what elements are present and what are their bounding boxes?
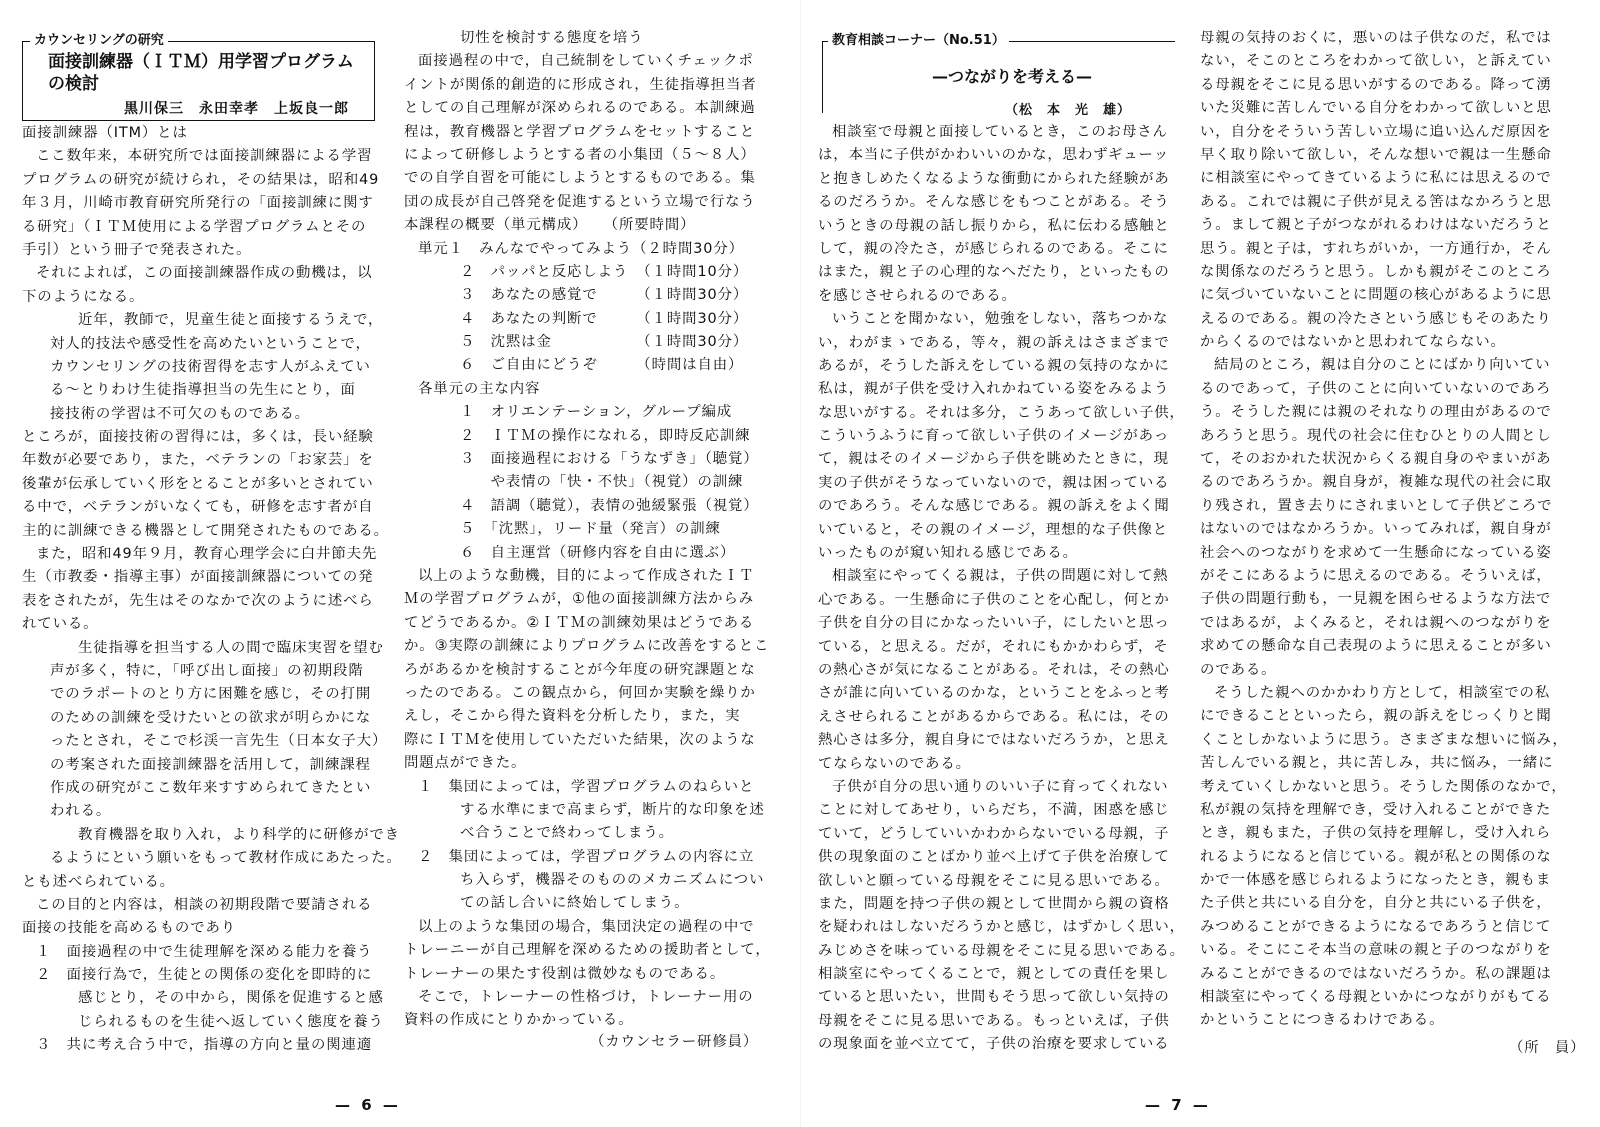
text-line: 各単元の主な内容 [418,380,541,397]
left-page-signature-row [590,1031,758,1054]
text-line: 私は，親が子供を受け入れかねている姿をみるよう [818,381,1170,398]
text-line: 以上のような動機，目的によって作成されたＩＴ [418,567,755,584]
text-line: る中で，ベテランがいなくても，研修を志す者が自 [22,499,374,516]
text-line: 問題点ができた。 [404,755,527,772]
text-line: とも述べられている。 [22,873,175,890]
text-line: 思う。親と子は，すれちがいか，一方通行か，そん [1200,240,1552,257]
text-line: いる。そこにこそ本当の意味の親と子のつながりを [1200,942,1552,959]
text-line: う。そうした親には親のそれなりの理由があるので [1200,404,1552,421]
text-line: えし，そこから得た資料を分析したり，また，実 [404,708,741,725]
right-page-signature: （所 員） [1509,1040,1586,1056]
right-page-column-1 [818,121,1185,1057]
text-line: カウンセリングの技術習得を志す人がふえてい [50,358,371,375]
text-line: 本課程の概要（単元構成） （所要時間） [404,217,696,234]
right-page-signature-row [1509,1037,1585,1060]
text-line: 切性を検討する態度を培う [460,30,644,46]
text-line: いうことを聞かない，勉強をしない，落ちつかな [832,311,1169,328]
text-line: 相談室にやってくる母親といかにつながりがもてる [1200,989,1552,1006]
text-line: な思いがする。それは多分，こうあって欲しい子供， [818,404,1185,421]
text-line: さが誰に向いているのかな，ということをふっと考 [818,685,1170,702]
text-line: いていると，その親のイメージ，理想的な子供像と [818,521,1169,538]
text-line: 面接過程の中で，自己統制をしていくチェックポ [418,53,754,70]
text-line: ２ 集団によっては，学習プログラムの内容に立 [418,848,755,865]
text-line: ていて，どうしていいかわからないでいる母親，子 [818,825,1170,842]
text-line: る研究」（ＩＴＭ使用による学習プログラムとその [22,218,367,235]
text-line: ６ ご自由にどうぞ （時間は自由） [460,357,744,374]
page-number-7: — 7 — [1145,1096,1211,1114]
text-line: に気づいていないことに問題の核心があるように思 [1200,287,1552,304]
text-line: ５ 沈黙は金 （１時間30分） [460,334,749,351]
article-title-line2: の検討 [48,74,99,94]
text-line: みつめることができるようになるであろうと信じて [1200,918,1552,935]
text-line: 際にＩＴＭを使用していただいた結果，次のような [404,731,756,748]
text-line: いた災難に苦しんでいる自分をわかって欲しいと思 [1200,100,1552,117]
text-line: 以上のような集団の場合，集団決定の過程の中で [418,918,755,935]
text-line: それによれば，この面接訓練器作成の動機は，以 [36,265,373,282]
text-line: り残され，置き去りにされまいとして子供どころで [1200,497,1553,514]
text-line: 社会へのつながりを求めて一生懸命になっている姿 [1200,544,1552,561]
text-line: い，わがまゝである，等々，親の訴えはさまざまで [818,334,1170,351]
text-line: としての自己理解が深められるのである。本訓練過 [404,100,756,117]
text-line: でのラポートのとり方に困難を感じ，その打開 [50,686,372,703]
text-line: ３ 共に考え合う中で，指導の方向と量の関連適 [36,1037,373,1054]
text-line: がそこにあるように思えるのである。そういえば， [1200,567,1552,584]
section-label-corner: 教育相談コーナー（No.51） [828,33,1009,49]
text-line: はないのではなかろうか。いってみれば，親自身が [1200,521,1552,538]
text-line: 団の成長が自己啓発を促進するという立場で行なう [404,193,756,210]
text-line: １ 集団によっては，学習プログラムのねらいと [418,778,755,795]
left-page-column-1 [22,122,402,1058]
article-title-line1: 面接訓練器（ＩＴＭ）用学習プログラム [48,52,354,72]
text-line: は，本当に子供がかわいいのかな，思わずギューッ [818,147,1170,164]
text-line: 年数が必要であり，また，ベテランの「お家芸」を [22,452,374,469]
text-line: 表をされたが，先生はそのなかで次のように述べら [22,592,374,609]
text-line: るのであって，子供のことに向いていないのであろ [1200,380,1552,397]
text-line: べ合うことで終わってしまう。 [460,825,674,842]
text-line: 声が多く，特に，「呼び出し面接」の初期段階 [50,662,364,679]
text-line: 感じとり，その中から，関係を促進すると感 [78,990,384,1007]
text-line: 作成の研究がここ数年来すすめられてきたとい [50,779,372,796]
text-line: ２ 面接行為で，生徒との関係の変化を即時的に [36,967,373,984]
text-line: 欲しいと願っている母親をそこに見る思いである。 [818,872,1170,889]
text-line: ５ 「沈黙」，リード量（発言）の訓練 [460,521,721,538]
text-line: てならないのである。 [818,755,971,772]
text-line: 相談室で母親と面接しているとき，このお母さん [832,124,1168,140]
column-title: —つながりを考える— [932,67,1093,86]
text-line: 主的に訓練できる機器として開発されたものである。 [22,522,389,539]
text-line: ４ あなたの判断で （１時間30分） [460,310,749,327]
text-line: の考案された面接訓練器を活用して，訓練課程 [50,756,371,773]
text-line: れている。 [22,616,99,633]
text-line: ない，そこのところをわかって欲しい，と訴えてい [1200,53,1552,70]
text-line: ３ あなたの感覚で （１時間30分） [460,287,749,304]
text-line: 単元１ みんなでやってみよう（２時間30分） [418,240,744,257]
text-line: ことに対してあせり，いらだち，不満，困惑を感じ [818,802,1170,819]
text-line: 子供が自分の思い通りのいい子に育ってくれない [832,778,1169,795]
text-line: を疑われはしないだろうかと感じ，はずかしく思い， [818,919,1185,936]
text-line: くことしかないように思う。さまざまな想いに悩み， [1200,731,1568,748]
text-line: 下のようになる。 [22,288,145,305]
text-line: また，昭和49年９月，教育心理学会に白井節夫先 [36,546,378,563]
text-line: そこで，トレーナーの性格づけ，トレーナー用の [418,989,754,1006]
text-line: にできることといったら，親の訴えをじっくりと聞 [1200,708,1552,725]
text-line: てどうであるか。②ＩＴＭの訓練効果はどうである [404,614,755,631]
text-line: 年３月，川崎市教育研究所発行の「面接訓練に関す [22,195,374,212]
text-line: トレーニーが自己理解を深めるための援助者として， [404,942,771,959]
text-line: 子供を自分の目にかなったいい子，にしたいと思っ [818,615,1170,632]
text-line: １ オリエンテーション，グループ編成 [460,404,733,421]
text-line: プログラムの研究が続けられ，その結果は，昭和49 [22,171,380,188]
text-line: また，問題を持つ子供の親として世間から親の資格 [818,895,1170,912]
text-line: を感じさせられるのである。 [818,287,1017,304]
text-line: 手引）という冊子で発表された。 [22,241,252,258]
text-line: 面接訓練器（ITM）とは [22,125,188,141]
text-line: 教育機器を取り入れ，より科学的に研修ができ [78,826,400,843]
text-line: や表情の「快・不快」（視覚）の訓練 [460,474,744,491]
text-line: 生徒指導を担当する人の間で臨床実習を望む [78,639,384,656]
text-line: ての話し合いに終始してしまう。 [460,895,690,912]
text-line: のための訓練を受けたいとの欲求が明らかにな [50,709,372,726]
text-line: とき，親もまた，子供の気持を理解し，受け入れら [1200,825,1552,842]
text-line: Ｍの学習プログラムが，①他の面接訓練方法からみ [404,591,755,608]
text-line: われる。 [50,803,112,820]
text-line: ていると思いたい，世間もそう思って欲しい気持の [818,989,1170,1006]
text-line: て，そのおかれた状況からくる親自身のやまいがあ [1200,451,1552,468]
text-line: じられるものを生徒へ返していく態度を養う [78,1013,384,1030]
text-line: １ 面接過程の中で生徒理解を深める能力を養う [36,943,373,960]
text-line: ある。これでは親に子供が見える筈はなかろうと思 [1200,193,1552,210]
text-line: た子供と共にいる自分を，自分と共にいる子供を， [1200,895,1552,912]
text-line: ち入らず，機器そのもののメカニズムについ [460,872,765,889]
text-line: るのだろうか。そんな感じをもつことがある。そう [818,194,1170,211]
text-line: かで一体感を感じられるようになったとき，親もま [1200,872,1552,889]
text-line: 熱心さは多分，親自身にではないだろうか，と思え [818,732,1170,749]
text-line: れるようになると信じている。親が私との関係のな [1200,848,1552,865]
text-line: と抱きしめたくなるような衝動にかられた経験があ [818,170,1170,187]
text-line: かということにつきるわけである。 [1200,1012,1445,1029]
text-line: 接技術の学習は不可欠のものである。 [50,405,310,422]
text-line: 私が親の気持を理解でき，受け入れることができた [1200,801,1552,818]
article-title [48,51,354,95]
text-line: 後輩が伝承していく形をとることが多いとされてい [22,475,374,492]
left-page-column-2 [404,27,771,1033]
text-line: トレーナーの果たす役割は微妙なものである。 [404,965,726,982]
text-line: そうした親へのかかわり方として，相談室での私 [1214,684,1551,701]
text-line: ６ 自主運営（研修内容を自由に選ぶ） [460,544,736,561]
text-line: での自学自習を可能にしようとするものである。集 [404,170,756,187]
text-line: 母親をそこに見る思いである。もっといえば，子供 [818,1012,1170,1029]
text-line: る〜とりわけ生徒指導担当の先生にとり，面 [50,382,356,399]
text-line: 心である。一生懸命に子供のことを心配し，何とか [818,591,1170,608]
text-line: ここ数年来，本研究所では面接訓練器による学習 [36,148,373,165]
text-line: 面接の技能を高めるものであり [22,920,237,937]
text-line: の現象面を並べ立てて，子供の治療を要求している [818,1036,1170,1053]
text-line: みじめさを味っている母親をそこに見る思いである。 [818,942,1185,959]
text-line: ４ 語調（聴覚），表情の弛緩緊張（視覚） [460,497,759,514]
text-line: な関係なのだろうと思う。しかも親がそこのところ [1200,263,1552,280]
text-line: ったのである。この観点から，何回か実験を繰りか [404,684,756,701]
text-line: えるのである。親の冷たさという感じもそのあたり [1200,310,1552,327]
text-line: この目的と内容は，相談の初期段階で要請される [36,896,373,913]
text-line: ったとされ，そこで杉渓一言先生（日本女子大） [50,733,388,750]
text-line: か。③実際の訓練によりプログラムに改善をするとこ [404,638,770,655]
page-number-6: — 6 — [335,1096,401,1114]
text-line: 対人的技法や感受性を高めたいということで， [50,335,371,352]
text-line: みることができるのではないだろうか。私の課題は [1200,965,1552,982]
text-line: の熱心さが気になることがある。それは，その熱心 [818,661,1170,678]
text-line: い，自分をそういう苦しい立場に追い込んだ原因を [1200,123,1552,140]
text-line: あるが，そうした訴えをしている親の気持のなかに [818,357,1170,374]
text-line: はまた，親と子の心理的なへだたり，といったもの [818,264,1170,281]
text-line: 相談室にやってくることで，親としての責任を果し [818,966,1170,983]
text-line: る母親をそこに見る思いがするのである。降って湧 [1200,76,1552,93]
text-line: う。まして親と子がつながれるわけはないだろうと [1200,217,1552,234]
text-line: して，親の冷たさ，が感じられるのである。そこに [818,240,1169,257]
text-line: のである。 [1200,661,1277,678]
text-line: るようにという願いをもって教材作成にあたった。 [50,850,402,867]
text-line: 結局のところ，親は自分のことにばかり向いてい [1214,357,1551,374]
text-line: 子供の問題行動も，一見親を困らせるような方法で [1200,591,1552,608]
text-line: からくるのではないかと思われてならない。 [1200,334,1506,351]
text-line: する水準にまで高まらず，断片的な印象を述 [460,801,765,818]
text-line: ところが，面接技術の習得には，多くは，長い経験 [22,429,374,446]
text-line: いうときの母親の話し振りから，私に伝わる感触と [818,217,1170,234]
text-line: るのであろうか。親自身が，複雑な現代の社会に取 [1200,474,1552,491]
text-line: 苦しんでいる親と，共に苦しみ，共に悩み，一緒に [1200,755,1554,772]
text-line: あろうと思う。現代の社会に住むひとりの人間とし [1200,427,1552,444]
text-line: 早く取り除いて欲しい，そんな想いで親は一生懸命 [1200,146,1552,163]
text-line: ３ 面接過程における「うなずき」（聴覚） [460,451,759,468]
section-label: カウンセリングの研究 [30,33,168,49]
text-line: のであろう。そんな感じである。親の訴えをよく聞 [818,498,1170,515]
article-authors: 黒川保三 永田幸孝 上坂良一郎 [124,101,349,117]
text-line: 求めての懸命な自己表現のように思えることが多い [1200,638,1552,655]
text-line: 実の子供がそうなっていないので，親は困っている [818,474,1170,491]
text-line: て，親はそのイメージから子供を眺めたときに，現 [818,451,1169,468]
text-line: イントが関係的創造的に形成され，生徒指導担当者 [404,76,757,93]
text-line: えさせられることがあるからである。私には，その [818,708,1170,725]
text-line: ろがあるかを検討することが今年度の研究課題とな [404,661,756,678]
right-page-column-2 [1200,27,1568,1033]
text-line: こういうふうに育って欲しい子供のイメージがあっ [818,428,1170,445]
text-line: ではあるが，よくみると，それは親へのつながりを [1200,614,1552,631]
left-page-signature: （カウンセラー研修員） [590,1034,759,1050]
page-gutter [800,0,801,1127]
text-line: 程は，教育機器と学習プログラムをセットすること [404,123,756,140]
text-line: ２ パッパと反応しよう （１時間10分） [460,263,749,280]
text-line: いったものが窺い知れる感じである。 [818,545,1078,562]
text-line: ２ ＩＴＭの操作になれる，即時反応訓練 [460,427,751,444]
column-author: （松 本 光 雄） [1005,103,1132,118]
text-line: 近年，教師で，児童生徒と面接するうえで， [78,312,384,329]
text-line: ている，と思える。だが，それにもかかわらず，そ [818,638,1169,655]
text-line: 考えていくしかないと思う。そうした関係のなかで， [1200,778,1567,795]
text-line: 生（市教委・指導主事）が面接訓練器についての発 [22,569,374,586]
text-line: 資料の作成にとりかかっている。 [404,1012,634,1029]
text-line: 母親の気持のおくに，悪いのは子供なのだ，私では [1200,30,1552,46]
text-line: によって研修しようとする者の小集団（５〜８人） [404,146,756,163]
text-line: 供の現象面のことばかり並べ上げて子供を治療して [818,849,1170,866]
text-line: に相談室にやってきているように私には思えるので [1200,170,1552,187]
text-line: 相談室にやってくる親は，子供の問題に対して熱 [832,568,1169,585]
